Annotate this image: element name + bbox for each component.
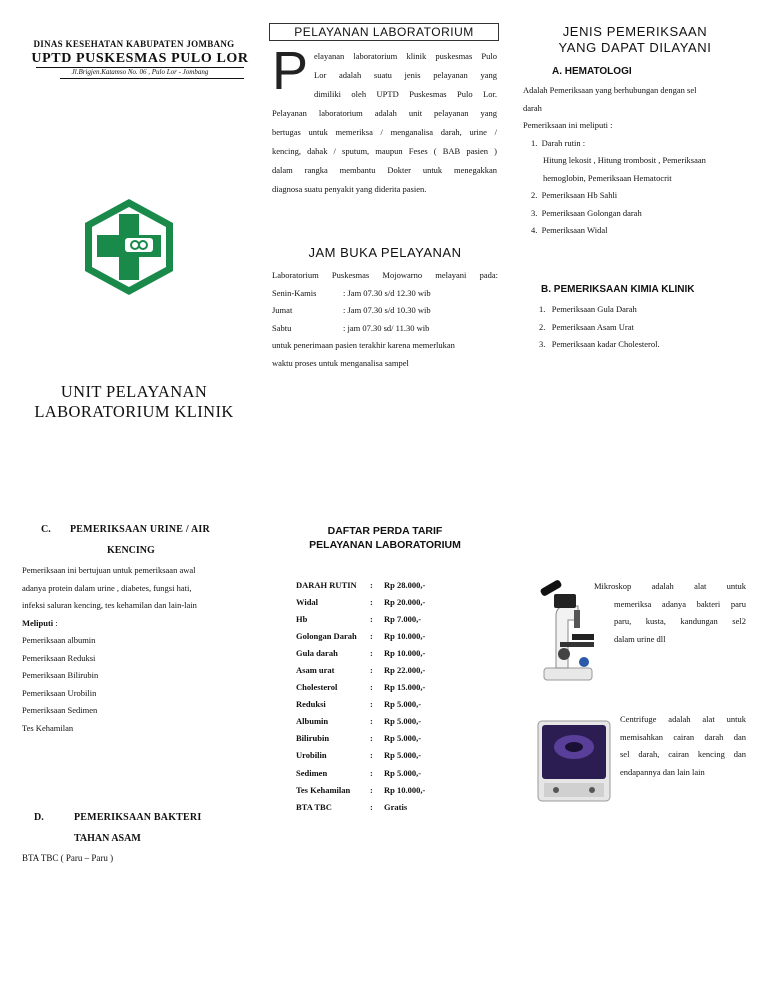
hematologi-item: 2. Pemeriksaan Hb Sahli <box>531 190 618 200</box>
tarif-row <box>296 610 454 627</box>
tarif-row <box>296 644 454 661</box>
unit-title-line2: LABORATORIUM KLINIK <box>34 402 234 421</box>
tarif-price: Rp 5.000,- <box>384 699 422 710</box>
centrifuge-line: sel darah, cairan kencing dan <box>620 749 746 759</box>
tarif-separator: : <box>370 579 373 590</box>
unit-title <box>20 382 248 422</box>
mikroskop-line: paru, kusta, kandungan sel2 <box>614 616 746 626</box>
tarif-separator: : <box>370 699 373 710</box>
tarif-title-2: PELAYANAN LABORATORIUM <box>309 539 461 551</box>
pelayanan-line: diagnosa suatu penyakit yang diderita pasien. <box>272 184 427 194</box>
tarif-price: Rp 15.000,- <box>384 682 426 693</box>
tarif-price: Rp 10.000,- <box>384 647 426 658</box>
tarif-price: Rp 7.000,- <box>384 613 422 624</box>
urine-item: Pemeriksaan Urobilin <box>22 687 97 698</box>
tarif-row <box>296 661 454 678</box>
pelayanan-dropcap: P <box>272 41 309 101</box>
tarif-table <box>296 576 454 815</box>
mikroskop-desc <box>594 578 746 648</box>
tarif-separator: : <box>370 613 373 624</box>
tarif-name: Golongan Darah <box>296 630 357 641</box>
tarif-row <box>296 747 454 764</box>
jam-row: Senin-Kamis : Jam 07.30 s/d 12.30 wib <box>272 287 431 298</box>
urine-section <box>22 562 232 737</box>
tarif-row <box>296 679 454 696</box>
centrifuge-image <box>536 717 612 805</box>
tarif-name: Tes Kehamilan <box>296 784 351 795</box>
org-address: Jl.Brigjen.Katamso No. 06 , Pulo Lor - Jombang <box>71 68 209 76</box>
header-divider-2 <box>60 78 244 79</box>
pelayanan-paragraph <box>272 41 497 199</box>
urine-item: Pemeriksaan albumin <box>22 635 96 645</box>
tarif-row <box>296 593 454 610</box>
hematologi-section <box>523 82 758 240</box>
jenis-title-1: JENIS PEMERIKSAAN <box>562 24 708 39</box>
tarif-name: Gula darah <box>296 647 338 658</box>
tarif-name: Sedimen <box>296 767 328 778</box>
urine-letter: C. <box>41 524 51 535</box>
tarif-name: Widal <box>296 596 319 607</box>
tarif-separator: : <box>370 630 373 641</box>
tarif-row <box>296 764 454 781</box>
jam-row: Sabtu : jam 07.30 sd/ 11.30 wib <box>272 322 430 333</box>
hematologi-item: 1. Darah rutin : <box>531 137 586 148</box>
hematologi-subitem: Hitung lekosit , Hitung trombosit , Pemeriksaan <box>543 155 706 165</box>
pelayanan-line: dalam rangka membantu Dokter untuk menegakkan <box>272 165 497 175</box>
bakteri-heading-2: TAHAN ASAM <box>74 833 141 844</box>
bakteri-heading-1: PEMERIKSAAN BAKTERI <box>74 812 202 823</box>
jenis-title <box>520 24 750 56</box>
jam-intro: Laboratorium Puskesmas Mojowarno melayani pada: <box>272 270 498 280</box>
urine-heading-2: KENCING <box>107 545 155 556</box>
tarif-price: Rp 10.000,- <box>384 630 426 641</box>
urine-item: Tes Kehamilan <box>22 722 74 733</box>
pelayanan-line: kencing, dahak / sputum, maupun Feses ( BAB pasien ) <box>272 146 497 156</box>
hematologi-desc: Adalah Pemeriksaan yang berhubungan dengan sel <box>523 85 697 95</box>
hematologi-subitem: hemoglobin, Pemeriksaan Hematocrit <box>543 172 672 183</box>
kimia-section <box>523 301 753 354</box>
tarif-price: Gratis <box>384 801 408 812</box>
tarif-separator: : <box>370 733 373 744</box>
tarif-row <box>296 730 454 747</box>
jam-note: untuk penerimaan pasien terakhir karena memerlukan <box>272 340 455 350</box>
tarif-separator: : <box>370 750 373 761</box>
pelayanan-line: Pelayanan laboratorium adalah unit pelayanan yang <box>272 108 497 118</box>
hematologi-desc: darah <box>523 102 542 113</box>
urine-meliputi: Meliputi : <box>22 617 58 628</box>
tarif-separator: : <box>370 682 373 693</box>
tarif-price: Rp 10.000,- <box>384 784 426 795</box>
jenis-title-2: YANG DAPAT DILAYANI <box>558 40 712 55</box>
tarif-separator: : <box>370 596 373 607</box>
tarif-separator: : <box>370 784 373 795</box>
tarif-name: Reduksi <box>296 699 326 710</box>
hematologi-item: 4. Pemeriksaan Widal <box>531 225 608 235</box>
bakteri-letter: D. <box>34 812 44 823</box>
centrifuge-desc <box>620 711 746 781</box>
tarif-separator: : <box>370 647 373 658</box>
urine-desc-3: infeksi saluran kencing, tes kehamilan dan lain-lain <box>22 600 197 610</box>
jam-note: waktu proses untuk menganalisa sampel <box>272 357 409 368</box>
urine-desc-2: adanya protein dalam urine , diabetes, fungsi hati, <box>22 582 192 593</box>
urine-item: Pemeriksaan Sedimen <box>22 705 98 715</box>
tarif-price: Rp 28.000,- <box>384 579 426 590</box>
jam-title: JAM BUKA PELAYANAN <box>308 245 462 260</box>
tarif-row <box>296 627 454 644</box>
tarif-separator: : <box>370 767 373 778</box>
unit-title-line1: UNIT PELAYANAN <box>60 382 208 401</box>
agency-name: DINAS KESEHATAN KABUPATEN JOMBANG <box>33 39 235 49</box>
tarif-price: Rp 20.000,- <box>384 596 426 607</box>
hematologi-heading: A. HEMATOLOGI <box>552 66 632 77</box>
pelayanan-line: bertugas untuk memeriksa / menganalisa darah, urine / <box>272 127 497 137</box>
puskesmas-logo <box>82 197 176 297</box>
urine-desc-1: Pemeriksaan ini bertujuan untuk pemeriksaan awal <box>22 565 196 575</box>
tarif-price: Rp 5.000,- <box>384 767 422 778</box>
jam-section <box>272 267 498 372</box>
org-name: UPTD PUSKESMAS PULO LOR <box>31 51 249 66</box>
tarif-name: Bilirubin <box>296 733 330 744</box>
bakteri-item: BTA TBC ( Paru – Paru ) <box>22 853 114 863</box>
hematologi-meliputi: Pemeriksaan ini meliputi : <box>523 120 613 130</box>
tarif-name: Hb <box>296 613 308 624</box>
tarif-name: DARAH RUTIN <box>296 579 357 590</box>
kimia-heading: B. PEMERIKSAAN KIMIA KLINIK <box>541 284 695 295</box>
jam-row: Jumat : Jam 07.30 s/d 10.30 wib <box>272 305 431 315</box>
tarif-separator: : <box>370 665 373 676</box>
tarif-separator: : <box>370 716 373 727</box>
tarif-name: Albumin <box>296 716 329 727</box>
kimia-item: 1. Pemeriksaan Gula Darah <box>539 304 637 314</box>
urine-item: Pemeriksaan Reduksi <box>22 652 96 663</box>
kimia-item: 3. Pemeriksaan kadar Cholesterol. <box>539 339 660 349</box>
centrifuge-line: Centrifuge adalah alat untuk <box>620 714 746 724</box>
mikroskop-line: memeriksa adanya bakteri paru <box>614 598 746 609</box>
mikroskop-line: dalam urine dll <box>614 633 666 644</box>
tarif-name: BTA TBC <box>296 801 332 812</box>
centrifuge-line: memisahkan cairan darah dan <box>620 731 746 742</box>
tarif-price: Rp 5.000,- <box>384 716 422 727</box>
tarif-name: Urobilin <box>296 750 327 761</box>
urine-item: Pemeriksaan Bilirubin <box>22 670 99 680</box>
pelayanan-title: PELAYANAN LABORATORIUM <box>269 23 499 41</box>
tarif-name: Cholesterol <box>296 682 338 693</box>
pelayanan-line: elayanan laboratorium klinik puskesmas Pulo <box>314 51 497 61</box>
tarif-row <box>296 798 454 815</box>
tarif-separator: : <box>370 801 373 812</box>
microscope-image <box>534 576 600 684</box>
mikroskop-line: Mikroskop adalah alat untuk <box>594 581 746 591</box>
kimia-item: 2. Pemeriksaan Asam Urat <box>539 321 634 332</box>
tarif-title-1: DAFTAR PERDA TARIF <box>327 525 443 537</box>
tarif-price: Rp 22.000,- <box>384 665 426 676</box>
tarif-row <box>296 696 454 713</box>
tarif-name: Asam urat <box>296 665 335 676</box>
tarif-row <box>296 576 454 593</box>
tarif-row <box>296 713 454 730</box>
tarif-row <box>296 781 454 798</box>
pelayanan-line: Lor adalah suatu jenis pelayanan yang <box>314 70 497 80</box>
centrifuge-line: endapannya dan lain lain <box>620 766 705 777</box>
hematologi-item: 3. Pemeriksaan Golongan darah <box>531 207 642 218</box>
tarif-price: Rp 5.000,- <box>384 750 422 761</box>
urine-heading-1: PEMERIKSAAN URINE / AIR <box>70 524 210 535</box>
tarif-price: Rp 5.000,- <box>384 733 422 744</box>
pelayanan-line: dimiliki oleh UPTD Puskesmas Pulo Lor. <box>314 89 497 99</box>
